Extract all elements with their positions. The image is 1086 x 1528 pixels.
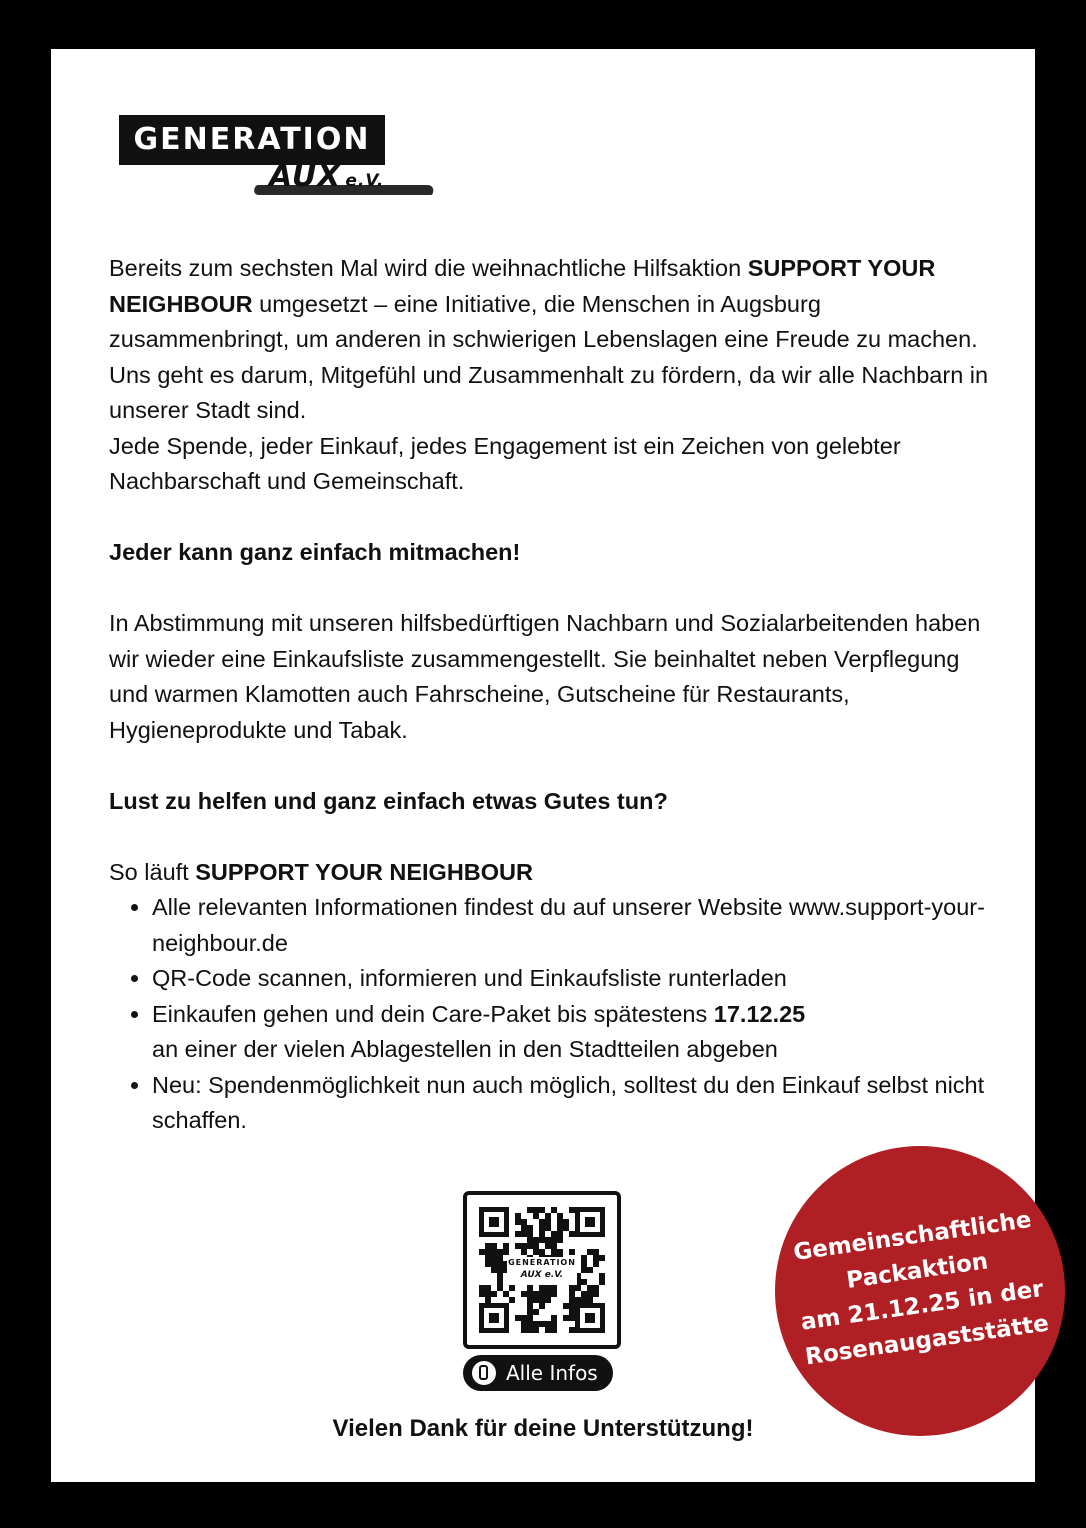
howto-intro: So läuft SUPPORT YOUR NEIGHBOUR xyxy=(109,858,533,885)
logo-wordmark: GENERATION xyxy=(119,115,385,165)
shopping-list-paragraph: In Abstimmung mit unseren hilfsbedürftigen Nachbarn und Sozialarbeitenden haben wir wieder eine Einkaufsliste zusammengestellt. Sie beinhaltet neben Verpflegung und warmen Klamotten auch Fahrscheine, Gutscheine für Restaurants, Hygieneprodukte und Tabak. xyxy=(109,610,981,743)
flyer-page xyxy=(51,49,1051,1482)
all-infos-button[interactable]: Alle Infos xyxy=(463,1355,613,1391)
qr-section xyxy=(463,1191,621,1391)
packaktion-stamp xyxy=(775,1146,1065,1436)
list-item: • Einkaufen gehen und dein Care-Paket bis spätestens 17.12.25 an einer der vielen Ablagestellen in den Stadtteilen abgeben xyxy=(152,997,989,1068)
smartphone-icon xyxy=(472,1361,496,1385)
list-item: • QR-Code scannen, informieren und Einkaufsliste runterladen xyxy=(152,961,989,997)
intro-paragraph: Bereits zum sechsten Mal wird die weihnachtliche Hilfsaktion SUPPORT YOUR NEIGHBOUR umgesetzt – eine Initiative, die Menschen in Augsburg zusammenbringt, um anderen in schwierigen Lebenslagen eine Freude zu machen. Uns geht es darum, Mitgefühl und Zusammenhalt zu fördern, da wir alle Nachbarn in unserer Stadt sind. xyxy=(109,255,989,423)
stamp-text: Gemeinschaftliche Packaktion am 21.12.25 in der Rosenaugaststätte xyxy=(792,1206,1051,1371)
thanks-text: Vielen Dank für deine Unterstützung! xyxy=(332,1415,754,1442)
logo-subline: AUX e.V. xyxy=(269,159,385,194)
qr-code[interactable] xyxy=(463,1191,621,1349)
heading-participate: Jeder kann ganz einfach mitmachen! xyxy=(109,539,521,565)
generation-aux-logo xyxy=(119,115,439,205)
howto-list xyxy=(109,890,989,1139)
intro-paragraph-2: Jede Spende, jeder Einkauf, jedes Engagement ist ein Zeichen von gelebter Nachbarschaft und Gemeinschaft. xyxy=(109,432,901,494)
list-item: • Neu: Spendenmöglichkeit nun auch möglich, solltest du den Einkauf selbst nicht schaffen. xyxy=(152,1068,989,1139)
list-item: • Alle relevanten Informationen findest du auf unserer Website www.support-your-neighbour.de xyxy=(152,890,989,961)
flyer-content xyxy=(109,251,989,1139)
heading-help: Lust zu helfen und ganz einfach etwas Gutes tun? xyxy=(109,787,668,814)
qr-logo: GENERATION AUX e.V. xyxy=(507,1257,577,1285)
